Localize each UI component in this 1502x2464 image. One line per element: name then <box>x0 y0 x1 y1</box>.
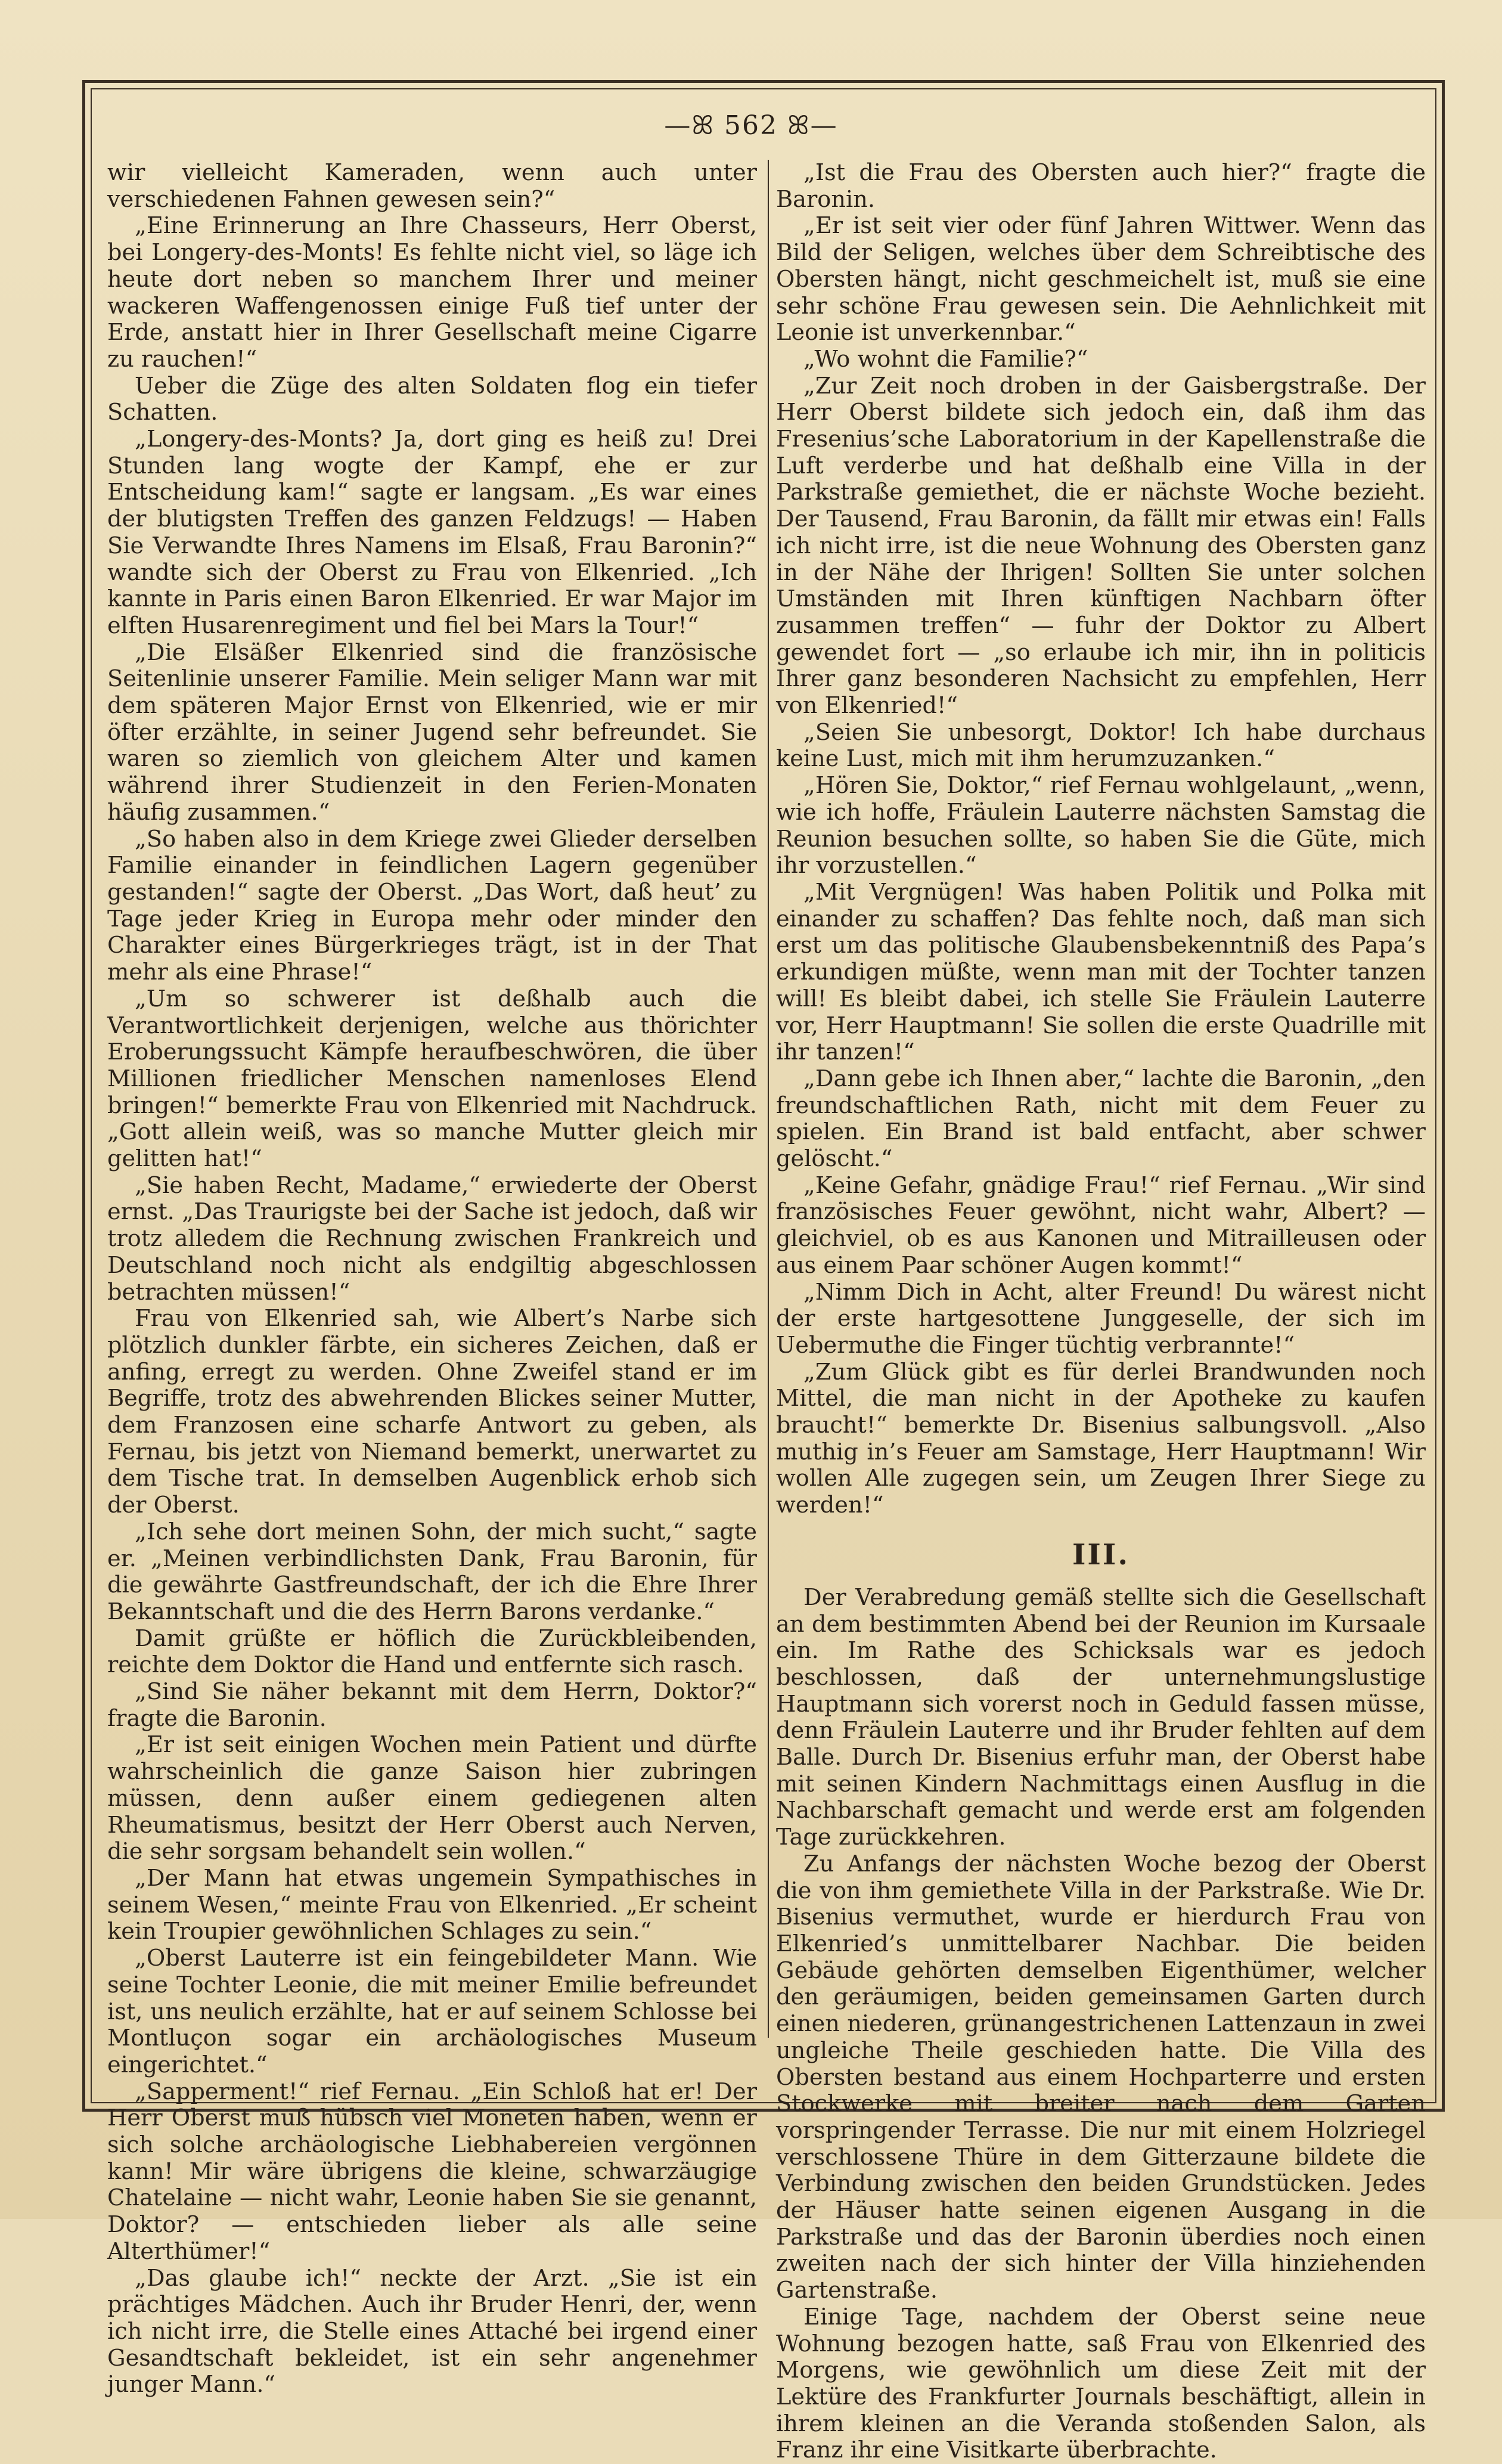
paragraph: „Um so schwerer ist deßhalb auch die Verantwortlichkeit derjenigen, welche aus thörichter Eroberungssucht Kämpfe heraufbeschwören, die über Millionen friedlicher Menschen namenloses Elend bringen!“ bemerkte Frau von Elkenried mit Nachdruck. „Gott allein weiß, was so manche Mutter gleich mir gelitten hat!“ <box>107 985 757 1173</box>
paragraph: „Sie haben Recht, Madame,“ erwiederte der Oberst ernst. „Das Traurigste bei der Sache ist jedoch, daß wir trotz alledem die Rechnung zwischen Frankreich und Deutschland noch nicht als endgiltig abgeschlossen betrachten müssen!“ <box>107 1171 757 1306</box>
paragraph: „Ist die Frau des Obersten auch hier?“ fragte die Baronin. <box>776 159 1426 213</box>
paragraph: „Oberst Lauterre ist ein feingebildeter Mann. Wie seine Tochter Leonie, die mit meiner Emilie befreundet ist, uns neulich erzählte, hat er auf seinem Schlosse bei Montluçon sogar ein archäologisches Museum eingerichtet.“ <box>107 1945 757 2078</box>
paragraph: Zu Anfangs der nächsten Woche bezog der Oberst die von ihm gemiethete Villa in der Parkstraße. Wie Dr. Bisenius vermuthet, wurde er hierdurch Frau von Elkenried’s unmittelbarer Nachbar. Die beiden Gebäude gehörten demselben Eigenthümer, welcher den geräumigen, beiden gemeinsamen Garten durch einen niederen, grünangestrichenen Lattenzaun in zwei ungleiche Theile geschieden hatte. Die Villa des Obersten bestand aus einem Hochparterre und ersten Stockwerke mit breiter nach dem Garten vorspringender Terrasse. Die nur mit einem Holzriegel verschlossene Thüre in dem Gitterzaune bildete die Verbindung zwischen den beiden Grundstücken. Jedes der Häuser hatte seinen eigenen Ausgang in die Parkstraße und das der Baronin überdies noch einen zweiten nach der sich hinter der Villa hinziehenden Gartenstraße. <box>776 1850 1426 2304</box>
paragraph: „So haben also in dem Kriege zwei Glieder derselben Familie einander in feindlichen Lagern gegenüber gestanden!“ sagte der Oberst. „Das Wort, daß heut’ zu Tage jeder Krieg in Europa mehr oder minder den Charakter eines Bürgerkrieges trägt, ist in der That mehr als eine Phrase!“ <box>107 825 757 986</box>
paragraph: „Er ist seit einigen Wochen mein Patient und dürfte wahrscheinlich die ganze Saison hier zubringen müssen, denn außer einem gediegenen alten Rheumatismus, besitzt der Herr Oberst auch Nerven, die sehr sorgsam behandelt sein wollen.“ <box>107 1731 757 1865</box>
paragraph: „Mit Vergnügen! Was haben Politik und Polka mit einander zu schaffen? Das fehlte noch, daß man sich erst um das politische Glaubensbekenntniß des Papa’s erkundigen müßte, wenn man mit der Tochter tanzen will! Es bleibt dabei, ich stelle Sie Fräulein Lauterre vor, Herr Hauptmann! Sie sollen die erste Quadrille mit ihr tanzen!“ <box>776 878 1426 1066</box>
page-number: —ꕤ 562 ꕤ— <box>664 110 838 141</box>
paragraph: Einige Tage, nachdem der Oberst seine neue Wohnung bezogen hatte, saß Frau von Elkenried des Morgens, wie gewöhnlich um diese Zeit mit der Lektüre des Frankfurter Journals beschäftigt, allein in ihrem kleinen an die Veranda stoßenden Salon, als Franz ihr eine Visitkarte überbrachte. <box>776 2303 1426 2464</box>
paragraph: „Die Elsäßer Elkenried sind die französische Seitenlinie unserer Familie. Mein seliger Mann war mit dem späteren Major Ernst von Elkenried, wie er mir öfter erzählte, in seiner Jugend sehr befreundet. Sie waren so ziemlich von gleichem Alter und kamen während ihrer Studienzeit in den Ferien-Monaten häufig zusammen.“ <box>107 639 757 826</box>
paragraph: „Seien Sie unbesorgt, Doktor! Ich habe durchaus keine Lust, mich mit ihm herumzuzanken.“ <box>776 718 1426 773</box>
column-divider <box>768 160 769 2038</box>
paragraph: „Keine Gefahr, gnädige Frau!“ rief Fernau. „Wir sind französisches Feuer gewöhnt, nicht wahr, Albert? — gleichviel, ob es aus Kanonen und Mitrailleusen oder aus einem Paar schöner Augen kommt!“ <box>776 1171 1426 1279</box>
paragraph: wir vielleicht Kameraden, wenn auch unter verschiedenen Fahnen gewesen sein?“ <box>107 159 757 213</box>
paragraph: Frau von Elkenried sah, wie Albert’s Narbe sich plötzlich dunkler färbte, ein sicheres Zeichen, daß er anfing, erregt zu werden. Ohne Zweifel stand er im Begriffe, trotz des abwehrenden Blickes seiner Mutter, dem Franzosen eine scharfe Antwort zu geben, als Fernau, bis jetzt von Niemand bemerkt, unerwartet zu dem Tische trat. In demselben Augenblick erhob sich der Oberst. <box>107 1305 757 1519</box>
paragraph: „Ich sehe dort meinen Sohn, der mich sucht,“ sagte er. „Meinen verbindlichsten Dank, Frau Baronin, für die gewährte Gastfreundschaft, der ich die Ehre Ihrer Bekanntschaft und die des Herrn Barons verdanke.“ <box>107 1518 757 1625</box>
paragraph: Ueber die Züge des alten Soldaten flog ein tiefer Schatten. <box>107 372 757 426</box>
paragraph: „Longery-des-Monts? Ja, dort ging es heiß zu! Drei Stunden lang wogte der Kampf, ehe er zur Entscheidung kam!“ sagte er langsam. „Es war eines der blutigsten Treffen des ganzen Feldzugs! — Haben Sie Verwandte Ihres Namens im Elsaß, Frau Baronin?“ wandte sich der Oberst zu Frau von Elkenried. „Ich kannte in Paris einen Baron Elkenried. Er war Major im elften Husarenregiment und fiel bei Mars la Tour!“ <box>107 426 757 639</box>
paragraph: „Zur Zeit noch droben in der Gaisbergstraße. Der Herr Oberst bildete sich jedoch ein, daß ihm das Fresenius’sche Laboratorium in der Kapellenstraße die Luft verderbe und hat deßhalb eine Villa in der Parkstraße gemiethet, die er nächste Woche bezieht. Der Tausend, Frau Baronin, da fällt mir etwas ein! Falls ich nicht irre, ist die neue Wohnung des Obersten ganz in der Nähe der Ihrigen! Sollten Sie unter solchen Umständen mit Ihren künftigen Nachbarn öfter zusammen treffen“ — fuhr der Doktor zu Albert gewendet fort — „so erlaube ich mir, ihn in politicis Ihrer ganz besonderen Nachsicht zu empfehlen, Herr von Elkenried!“ <box>776 372 1426 720</box>
paragraph: „Er ist seit vier oder fünf Jahren Wittwer. Wenn das Bild der Seligen, welches über dem Schreibtische des Obersten hängt, nicht geschmeichelt ist, muß sie eine sehr schöne Frau gewesen sein. Die Aehnlichkeit mit Leonie ist unverkennbar.“ <box>776 212 1426 346</box>
right-column-text-before <box>776 160 1426 1519</box>
paragraph: „Nimm Dich in Acht, alter Freund! Du wärest nicht der erste hartgesottene Junggeselle, der sich im Uebermuthe die Finger tüchtig verbrannte!“ <box>776 1278 1426 1359</box>
paragraph: „Das glaube ich!“ neckte der Arzt. „Sie ist ein prächtiges Mädchen. Auch ihr Bruder Henri, der, wenn ich nicht irre, die Stelle eines Attaché bei irgend einer Gesandtschaft bekleidet, ist ein sehr angenehmer junger Mann.“ <box>107 2264 757 2398</box>
section-heading: III. <box>1072 1538 1130 1572</box>
paragraph: „Der Mann hat etwas ungemein Sympathisches in seinem Wesen,“ meinte Frau von Elkenried. „Er scheint kein Troupier gewöhnlichen Schlages zu sein.“ <box>107 1865 757 1945</box>
paragraph: „Eine Erinnerung an Ihre Chasseurs, Herr Oberst, bei Longery-des-Monts! Es fehlte nicht viel, so läge ich heute dort neben so manchem Ihrer und meiner wackeren Waffengenossen einige Fuß tief unter der Erde, anstatt hier in Ihrer Gesellschaft meine Cigarre zu rauchen!“ <box>107 212 757 373</box>
paragraph: „Sapperment!“ rief Fernau. „Ein Schloß hat er! Der Herr Oberst muß hübsch viel Moneten haben, wenn er sich solche archäologische Liebhabereien vergönnen kann! Mir wäre übrigens die kleine, schwarzäugige Chatelaine — nicht wahr, Leonie haben Sie sie genannt, Doktor? — entschieden lieber als alle seine Alterthümer!“ <box>107 2078 757 2265</box>
paragraph: Damit grüßte er höflich die Zurückbleibenden, reichte dem Doktor die Hand und entfernte sich rasch. <box>107 1625 757 1679</box>
paragraph: „Sind Sie näher bekannt mit dem Herrn, Doktor?“ fragte die Baronin. <box>107 1678 757 1732</box>
right-column <box>776 159 1426 2464</box>
paragraph: „Hören Sie, Doktor,“ rief Fernau wohlgelaunt, „wenn, wie ich hoffe, Fräulein Lauterre nächsten Samstag die Reunion besuchen sollte, so haben Sie die Güte, mich ihr vorzustellen.“ <box>776 772 1426 879</box>
paragraph: „Zum Glück gibt es für derlei Brandwunden noch Mittel, die man nicht in der Apotheke zu kaufen braucht!“ bemerkte Dr. Bisenius salbungsvoll. „Also muthig in’s Feuer am Samstage, Herr Hauptmann! Wir wollen Alle zugegen sein, um Zeugen Ihrer Siege zu werden!“ <box>776 1358 1426 1519</box>
right-column-text-after <box>776 1585 1426 2464</box>
paragraph: Der Verabredung gemäß stellte sich die Gesellschaft an dem bestimmten Abend bei der Reunion im Kursaale ein. Im Rathe des Schicksals war es jedoch beschlossen, daß der unternehmungslustige Hauptmann sich vorerst noch in Geduld fassen müsse, denn Fräulein Lauterre und ihr Bruder fehlten auf dem Balle. Durch Dr. Bisenius erfuhr man, der Oberst habe mit seinen Kindern Nachmittags einen Ausflug in die Nachbarschaft gemacht und werde erst am folgenden Tage zurückkehren. <box>776 1583 1426 1851</box>
paragraph: „Wo wohnt die Familie?“ <box>803 345 1088 373</box>
left-column <box>107 159 757 2398</box>
paragraph: „Dann gebe ich Ihnen aber,“ lachte die Baronin, „den freundschaftlichen Rath, nicht mit dem Feuer zu spielen. Ein Brand ist bald entfacht, aber schwer gelöscht.“ <box>776 1065 1426 1173</box>
